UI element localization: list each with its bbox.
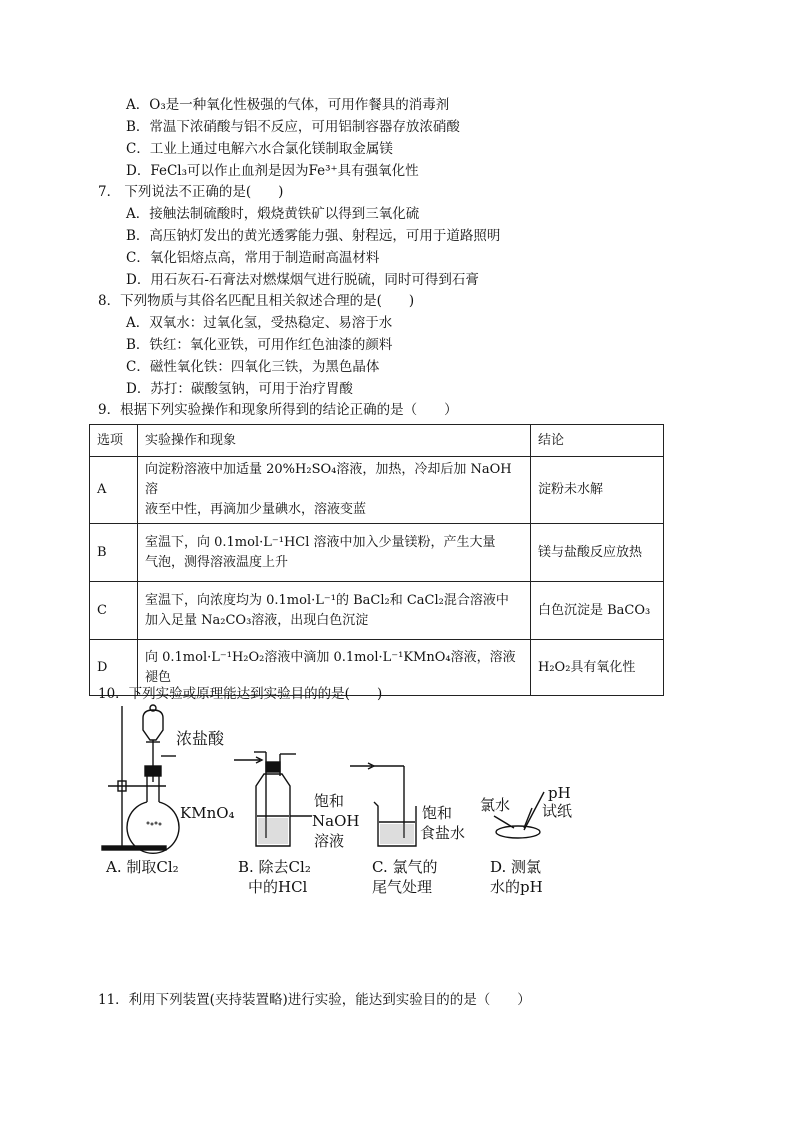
bottle-b-stopper [266, 762, 280, 772]
row-option: A [90, 457, 138, 524]
caption-d-1: D. 测氯 [490, 858, 542, 876]
q8-option-b: B．铁红：氧化亚铁，可用作红色油漆的颜料 [126, 337, 393, 353]
caption-c-1: C. 氯气的 [372, 858, 438, 876]
q10-stem: 10．下列实验或原理能达到实验目的的是( ) [98, 686, 383, 702]
caption-b-2: 中的HCl [248, 878, 308, 896]
q6-option-d: D．FeCl₃可以作止血剂是因为Fe³⁺具有强氧化性 [126, 163, 419, 179]
cl-water-leader [494, 816, 514, 828]
beaker-liquid [380, 824, 414, 844]
label-cl-water: 氯水 [480, 796, 511, 814]
label-naoh-3: 溶液 [314, 832, 345, 850]
row-operation-line1: 向淀粉溶液中加适量 20%H₂SO₄溶液，加热，冷却后加 NaOH 溶 [145, 462, 512, 497]
caption-b-1: B. 除去Cl₂ [238, 858, 311, 876]
q7-option-c: C．氧化铝熔点高，常用于制造耐高温材料 [126, 250, 380, 266]
row-operation-line2: 气泡，测得溶液温度上升 [145, 554, 289, 570]
glass-rod [524, 792, 544, 830]
q9-table [89, 424, 664, 696]
q11-stem: 11．利用下列装置(夹持装置略)进行实验，能达到实验目的的是（ ） [98, 992, 531, 1008]
watch-glass [496, 826, 540, 838]
row-operation-line1: 向 0.1mol·L⁻¹H₂O₂溶液中滴加 0.1mol·L⁻¹KMnO₄溶液，溶液 [145, 649, 516, 665]
row-conclusion: 淀粉未水解 [531, 457, 664, 524]
q7-option-a: A．接触法制硫酸时，煅烧黄铁矿以得到三氧化硫 [126, 206, 420, 222]
header-operation: 实验操作和现象 [138, 425, 531, 457]
row-conclusion: 白色沉淀是 BaCO₃ [531, 582, 664, 640]
row-option: D [90, 640, 138, 696]
caption-a: A. 制取Cl₂ [106, 858, 179, 876]
stand-base [102, 846, 166, 850]
q7-option-d: D．用石灰石-石膏法对燃煤烟气进行脱硫，同时可得到石膏 [126, 272, 479, 288]
caption-d-2: 水的pH [490, 878, 543, 896]
row-conclusion: H₂O₂具有氧化性 [531, 640, 664, 696]
label-hcl: 浓盐酸 [176, 729, 225, 748]
q6-option-c: C．工业上通过电解六水合氯化镁制取金属镁 [126, 141, 393, 157]
table-row [90, 582, 664, 640]
row-operation [138, 457, 531, 524]
q7-option-b: B．高压钠灯发出的黄光透雾能力强、射程远，可用于道路照明 [126, 228, 501, 244]
row-option: C [90, 582, 138, 640]
label-ph-2: 试纸 [542, 802, 573, 820]
row-operation-line2: 褪色 [145, 669, 172, 685]
q8-stem: 8．下列物质与其俗名匹配且相关叙述合理的是( ) [98, 293, 415, 309]
table-row [90, 524, 664, 582]
label-naoh-1: 饱和 [314, 792, 345, 810]
row-operation-line2: 加入足量 Na₂CO₃溶液，出现白色沉淀 [145, 612, 369, 628]
header-option: 选项 [90, 425, 138, 457]
label-kmno4: KMnO₄ [180, 804, 235, 822]
table-row [90, 457, 664, 524]
row-operation-line2: 液至中性，再滴加少量碘水，溶液变蓝 [145, 502, 367, 517]
table-header-row [90, 425, 664, 457]
label-naoh-2: NaOH [312, 812, 360, 830]
header-conclusion: 结论 [531, 425, 664, 457]
label-nacl-2: 食盐水 [420, 824, 466, 842]
flask-solid [147, 822, 162, 826]
caption-c-2: 尾气处理 [372, 878, 433, 896]
q9-stem: 9．根据下列实验操作和现象所得到的结论正确的是（ ） [98, 402, 458, 418]
q8-option-c: C．磁性氧化铁：四氧化三铁，为黑色晶体 [126, 359, 380, 375]
bottle-b-liquid [258, 818, 288, 844]
row-operation-line1: 室温下，向 0.1mol·L⁻¹HCl 溶液中加入少量镁粉，产生大量 [145, 534, 496, 550]
row-operation [138, 582, 531, 640]
q10-apparatus-figure [96, 704, 573, 904]
label-ph-1: pH [548, 784, 571, 802]
q6-option-b: B．常温下浓硝酸与铝不反应，可用铝制容器存放浓硝酸 [126, 119, 460, 135]
q8-option-a: A．双氧水：过氧化氢，受热稳定、易溶于水 [126, 315, 393, 331]
flask-stopper [145, 766, 161, 776]
row-option: B [90, 524, 138, 582]
label-nacl-1: 饱和 [422, 804, 453, 822]
q8-option-d: D．苏打：碳酸氢钠，可用于治疗胃酸 [126, 381, 353, 397]
q6-option-a: A．O₃是一种氧化性极强的气体，可用作餐具的消毒剂 [126, 97, 450, 113]
row-conclusion: 镁与盐酸反应放热 [531, 524, 664, 582]
row-operation-line1: 室温下，向浓度均为 0.1mol·L⁻¹的 BaCl₂和 CaCl₂混合溶液中 [145, 592, 509, 608]
q7-stem: 7． 下列说法不正确的是( ) [98, 184, 284, 200]
row-operation [138, 524, 531, 582]
dropping-funnel [143, 710, 163, 740]
